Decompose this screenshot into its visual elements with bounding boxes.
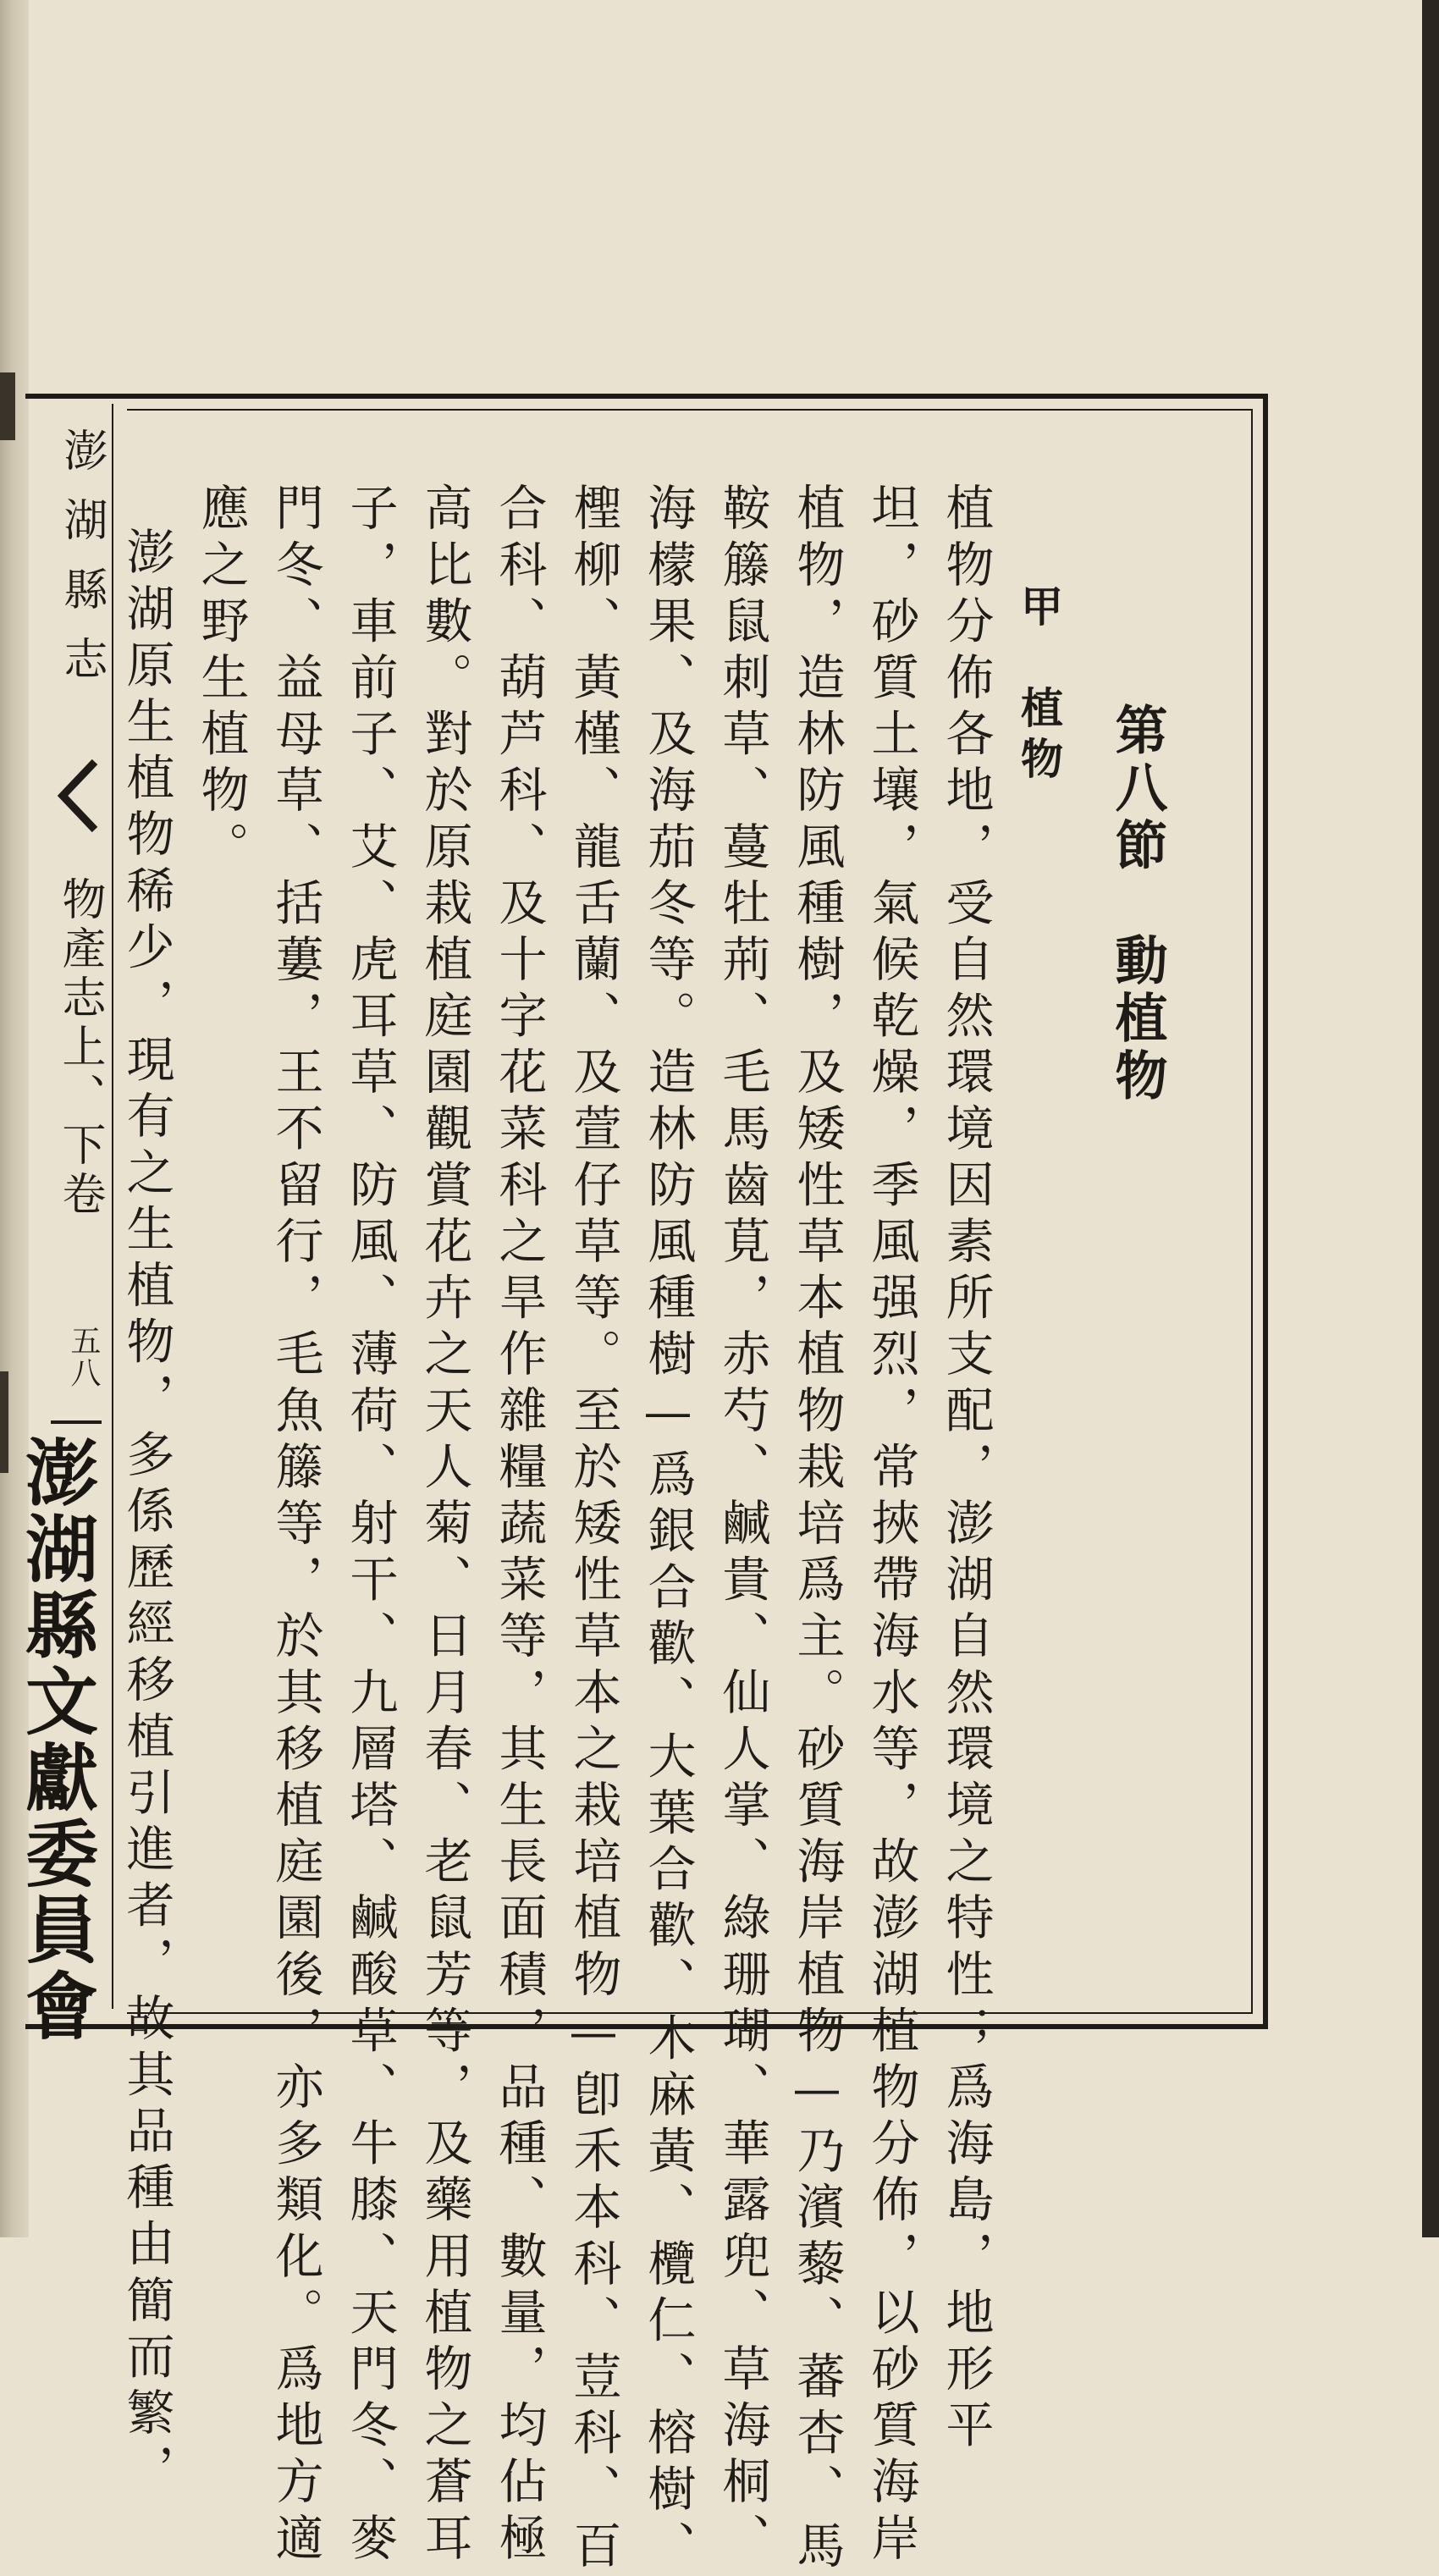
- section-title: 第八節 動植物: [1106, 703, 1168, 1106]
- body-column-10: 門冬、益母草、括蔞，王不留行，毛魚籐等，於其移植庭園後，亦多類化。爲地方適: [267, 483, 323, 2569]
- gutter-rule: [51, 1420, 102, 1424]
- body-column-9: 子，車前子、艾、虎耳草、防風、薄荷、射干、九層塔、鹹酸草、牛膝、天門冬、麥: [342, 483, 398, 2569]
- volume-title: 物產志上、下卷: [54, 876, 105, 1220]
- body-column-12: 澎湖原生植物稀少，現有之生植物，多係歷經移植引進者，故其品種由簡而繁，: [119, 527, 174, 2500]
- chevron-mark-icon: [52, 758, 103, 834]
- body-column-6: 檉柳、黃槿、龍舌蘭、及萱仔草等。至於矮性草本之栽培植物—卽禾本科、荳科、百: [565, 483, 621, 2576]
- page-edge-shadow: [0, 372, 15, 440]
- book-title: 澎湖縣志: [56, 427, 107, 705]
- body-column-5: 海檬果、及海茄冬等。造林防風種樹—爲銀合歡、大葉合歡、木麻黃、欖仁、榕樹、: [640, 483, 696, 2576]
- body-column-4: 鞍籐鼠刺草、蔓牡荊、毛馬齒莧，赤芍、鹹貴、仙人掌、綠珊瑚、華露兜、草海桐、: [714, 483, 770, 2569]
- body-column-11: 應之野生植物。: [193, 483, 249, 878]
- body-column-7: 合科、葫芦科、及十字花菜科之旱作雜糧蔬菜等，其生長面積，品種、數量，均佔極: [491, 483, 547, 2569]
- body-column-8: 高比數。對於原栽植庭園觀賞花卉之天人菊、日月春、老鼠芳等，及藥用植物之蒼耳: [416, 483, 472, 2569]
- body-column-1: 植物分佈各地，受自然環境因素所支配，澎湖自然環境之特性；爲海島，地形平: [938, 483, 994, 2456]
- page-number: 五八: [66, 1325, 101, 1389]
- body-column-2: 坦，砂質土壤，氣候乾燥，季風强烈，常挾帶海水等，故澎湖植物分佈，以砂質海岸: [863, 483, 919, 2569]
- subsection-title: 甲 植物: [1014, 584, 1064, 787]
- body-column-3: 植物，造林防風種樹，及矮性草本植物栽培爲主。砂質海岸植物—乃濱藜、蕃杏、馬: [789, 483, 845, 2576]
- right-margin: [1422, 0, 1439, 2237]
- gutter-divider: [112, 404, 113, 2009]
- library-stamp: 澎湖縣文獻委員會: [13, 1435, 97, 2044]
